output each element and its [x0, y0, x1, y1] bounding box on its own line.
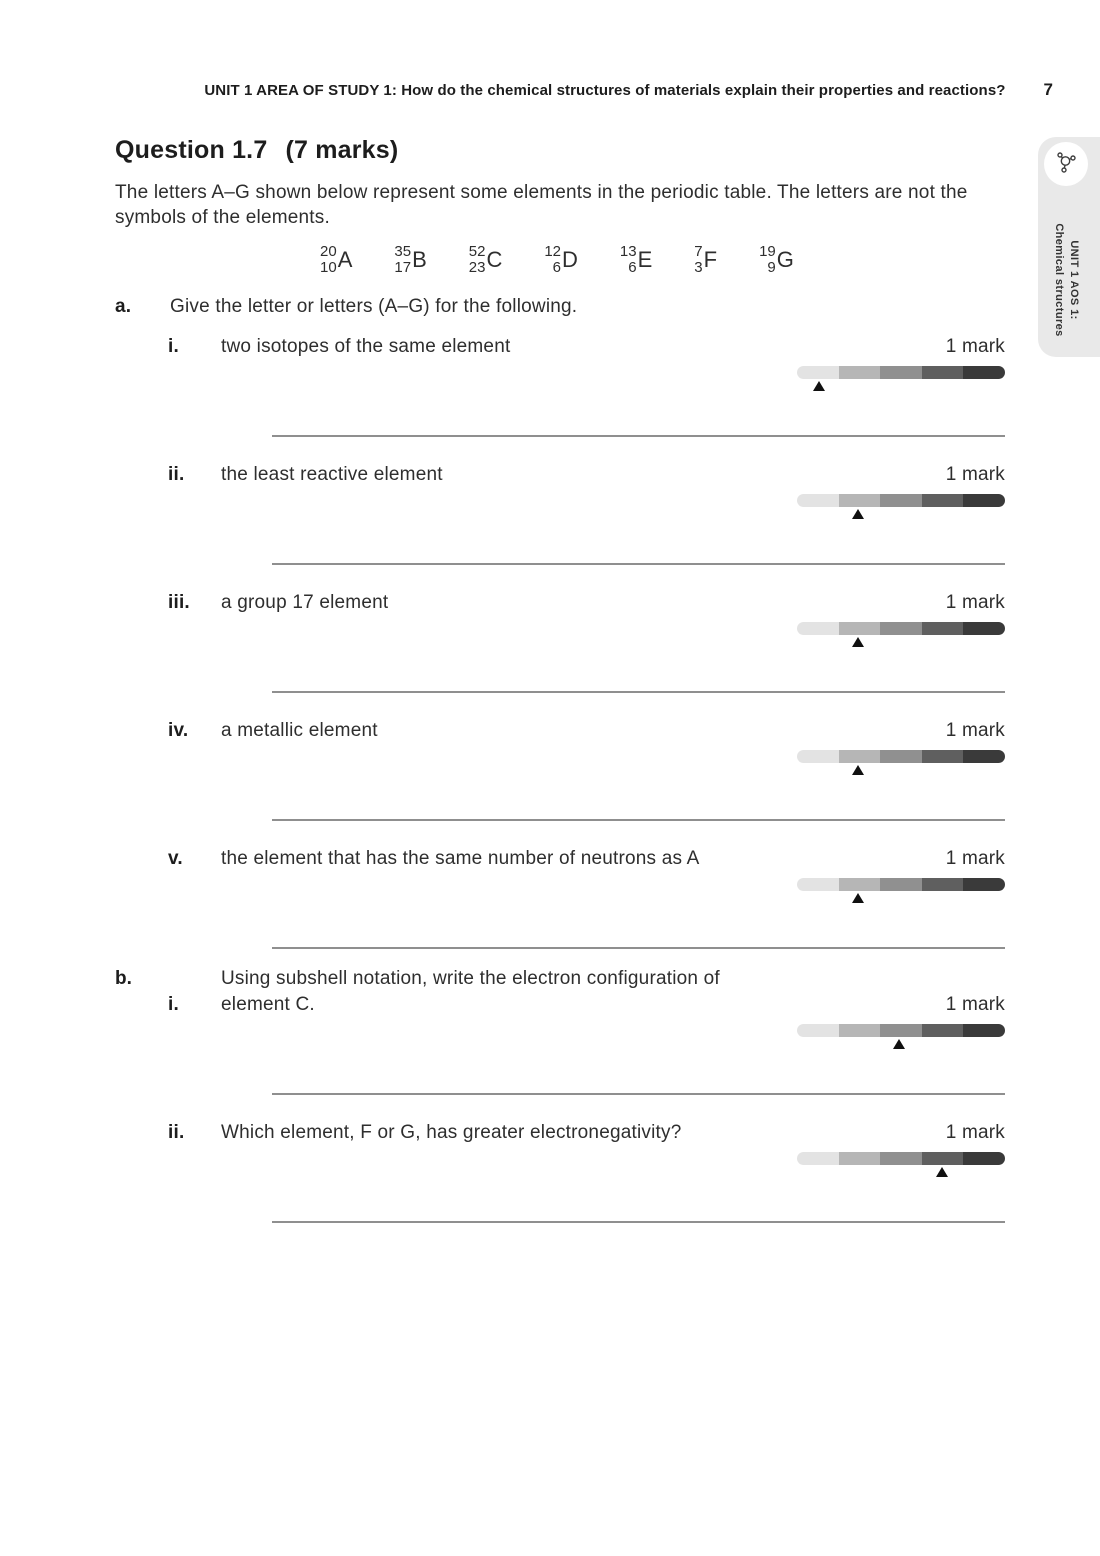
chapter-tab-label-line2: Chemical structures	[1053, 223, 1065, 337]
question-title	[115, 136, 1005, 165]
difficulty-bar	[797, 1024, 1005, 1037]
answer-line	[272, 691, 1005, 693]
item-text: Which element, F or G, has greater electronegativity?	[221, 1122, 682, 1143]
item-row	[168, 966, 1005, 1018]
atomic-number: 9	[767, 259, 776, 276]
item-numeral: ii.	[168, 464, 185, 485]
mass-number: 35	[394, 243, 412, 260]
difficulty-bar	[797, 494, 1005, 507]
difficulty-marker	[936, 1167, 948, 1177]
item-text: two isotopes of the same element	[221, 336, 511, 357]
difficulty-bar-area	[797, 622, 1005, 648]
element-notation-g	[759, 244, 794, 276]
item-marks: 1 mark	[945, 848, 1005, 869]
difficulty-marker	[852, 637, 864, 647]
part-b-items	[115, 966, 1005, 1223]
difficulty-bar	[797, 878, 1005, 891]
item-row	[168, 462, 1005, 488]
isotope-notation-row	[320, 241, 1005, 279]
item-marks: 1 mark	[945, 336, 1005, 357]
difficulty-bar-area	[797, 1024, 1005, 1050]
mass-number: 12	[544, 243, 562, 260]
answer-line	[272, 1093, 1005, 1095]
item-row	[168, 718, 1005, 744]
item-text: a group 17 element	[221, 592, 389, 613]
item-text: the least reactive element	[221, 464, 443, 485]
difficulty-marker	[893, 1039, 905, 1049]
isotope-numbers	[544, 244, 561, 276]
question-intro: The letters A–G shown below represent some elements in the periodic table. The letters are not the symbols of the elements.	[115, 182, 968, 228]
element-letter: A	[337, 247, 353, 272]
question-item-a-v	[115, 846, 1005, 949]
element-letter: B	[412, 247, 427, 272]
difficulty-marker	[852, 765, 864, 775]
item-marks: 1 mark	[945, 592, 1005, 613]
atomic-number: 6	[628, 259, 637, 276]
mass-number: 52	[468, 243, 486, 260]
element-letter: F	[703, 247, 718, 272]
item-numeral: i.	[168, 336, 179, 357]
difficulty-marker	[852, 509, 864, 519]
item-text: Using subshell notation, write the electron configuration of element C.	[221, 968, 720, 1015]
question-item-a-iii	[115, 590, 1005, 693]
difficulty-bar	[797, 1152, 1005, 1165]
item-row	[168, 1120, 1005, 1146]
element-letter: C	[486, 247, 503, 272]
answer-line	[272, 947, 1005, 949]
item-text: the element that has the same number of neutrons as A	[221, 848, 700, 869]
difficulty-bar	[797, 366, 1005, 379]
item-text: a metallic element	[221, 720, 378, 741]
mass-number: 7	[694, 243, 703, 260]
part-b-label: b.	[115, 968, 132, 989]
item-numeral: i.	[168, 994, 179, 1015]
atomic-number: 17	[394, 259, 412, 276]
isotope-numbers	[469, 244, 486, 276]
page-header	[0, 0, 1100, 100]
difficulty-bar-area	[797, 366, 1005, 392]
item-numeral: iv.	[168, 720, 189, 741]
difficulty-bar-area	[797, 750, 1005, 776]
element-notation-d	[544, 244, 578, 276]
item-row	[168, 334, 1005, 360]
answer-line	[272, 1221, 1005, 1223]
mass-number: 13	[619, 243, 637, 260]
item-numeral: v.	[168, 848, 183, 869]
difficulty-bar	[797, 750, 1005, 763]
question-item-b-i	[115, 966, 1005, 1095]
mass-number: 19	[759, 243, 776, 260]
item-marks: 1 mark	[945, 464, 1005, 485]
isotope-numbers	[620, 244, 637, 276]
item-marks: 1 mark	[945, 1122, 1005, 1143]
item-numeral: iii.	[168, 592, 190, 613]
chapter-tab-label-line1: UNIT 1 AOS 1:	[1068, 240, 1080, 320]
element-notation-b	[394, 244, 426, 276]
element-letter: G	[776, 247, 794, 272]
answer-line	[272, 819, 1005, 821]
part-a-header	[115, 294, 1005, 320]
part-a-items	[115, 334, 1005, 949]
element-notation-f	[694, 244, 717, 276]
element-notation-e	[620, 244, 652, 276]
item-marks: 1 mark	[945, 994, 1005, 1015]
difficulty-bar-area	[797, 1152, 1005, 1178]
item-marks: 1 mark	[945, 720, 1005, 741]
difficulty-bar-area	[797, 878, 1005, 904]
atomic-number: 23	[468, 259, 486, 276]
content-column	[0, 136, 1100, 1223]
difficulty-bar-area	[797, 494, 1005, 520]
header-title: UNIT 1 AREA OF STUDY 1: How do the chemical structures of materials explain their properties and reactions?	[204, 82, 1006, 99]
difficulty-marker	[813, 381, 825, 391]
isotope-numbers	[320, 244, 337, 276]
question-item-b-ii	[115, 1120, 1005, 1223]
question-item-a-i	[115, 334, 1005, 437]
answer-line	[272, 435, 1005, 437]
element-notation-a	[320, 244, 352, 276]
item-row	[168, 846, 1005, 872]
question-item-a-iv	[115, 718, 1005, 821]
isotope-numbers	[759, 244, 776, 276]
page-number: 7	[1043, 80, 1053, 99]
difficulty-bar	[797, 622, 1005, 635]
item-row	[168, 590, 1005, 616]
element-letter: D	[562, 247, 578, 272]
item-numeral: ii.	[168, 1122, 185, 1143]
question-item-a-ii	[115, 462, 1005, 565]
isotope-numbers	[694, 244, 702, 276]
difficulty-marker	[852, 893, 864, 903]
question-number: Question 1.7	[115, 136, 268, 164]
answer-line	[272, 563, 1005, 565]
isotope-numbers	[394, 244, 411, 276]
mass-number: 20	[320, 243, 337, 260]
element-notation-c	[469, 244, 503, 276]
part-a-prompt: Give the letter or letters (A–G) for the following.	[170, 296, 578, 317]
atomic-number: 10	[320, 259, 337, 276]
part-a-label: a.	[115, 296, 132, 317]
atomic-number: 3	[694, 259, 703, 276]
question-total-marks: (7 marks)	[285, 136, 399, 164]
element-letter: E	[637, 247, 653, 272]
atomic-number: 6	[552, 259, 562, 276]
